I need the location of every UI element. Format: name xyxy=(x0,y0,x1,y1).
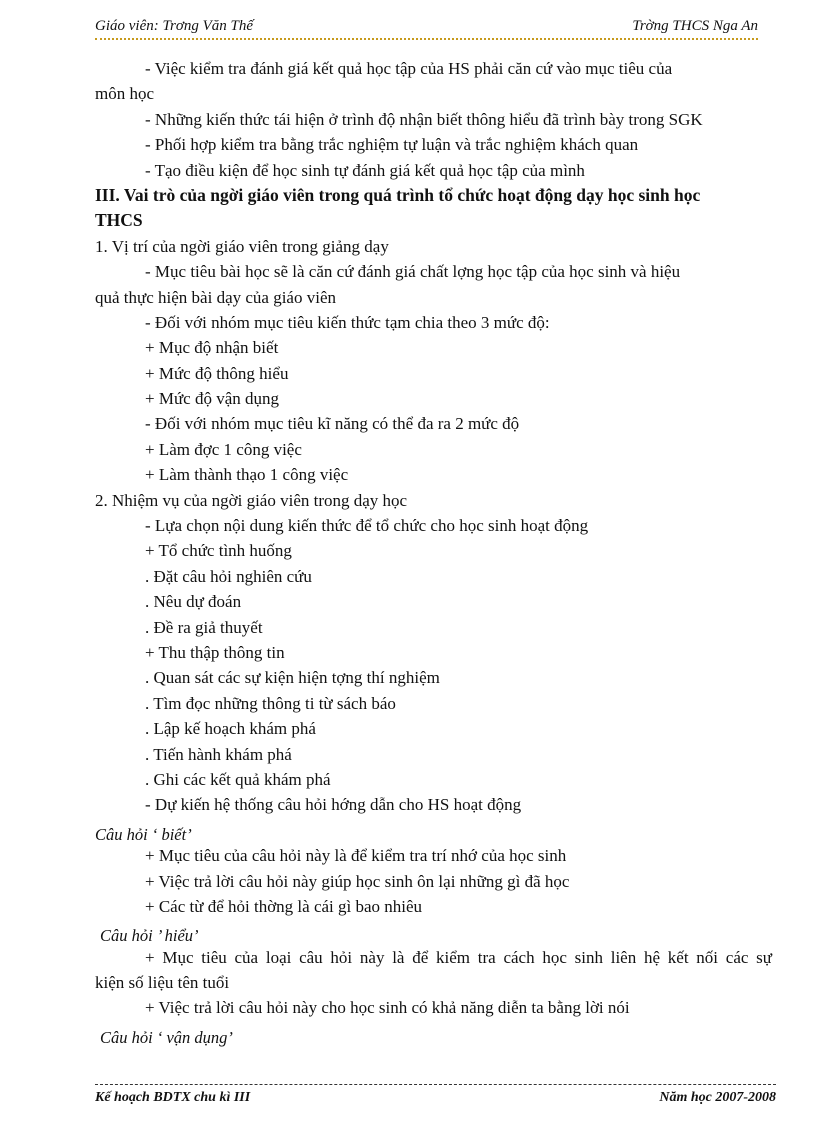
text-line: quả thực hiện bài dạy của giáo viên xyxy=(95,287,336,307)
page-footer xyxy=(95,1090,776,1106)
text-line: kiện số liệu tên tuổi xyxy=(95,973,230,993)
list-item: . Đặt câu hỏi nghiên cứu xyxy=(145,566,312,586)
footer-divider xyxy=(95,1084,776,1085)
text-line: - Mục tiêu bài học sẽ là căn cứ đánh giá chất lợng học tập của học sinh và hiệu xyxy=(145,262,681,282)
list-item: + Làm thành thạo 1 công việc xyxy=(145,465,349,485)
list-item: + Thu thập thông tin xyxy=(145,642,285,662)
text-line: môn học xyxy=(95,84,155,104)
page-header xyxy=(95,16,758,38)
list-item: + Mục tiêu của loại câu hỏi này là để kiểm tra cách học sinh liên hệ kết nối các sự xyxy=(145,947,772,967)
footer-year: Năm học 2007-2008 xyxy=(659,1090,776,1105)
list-item: . Quan sát các sự kiện hiện tợng thí nghiệm xyxy=(145,668,440,688)
list-item: + Việc trả lời câu hỏi này cho học sinh có khả năng diễn ta bằng lời nói xyxy=(145,998,630,1018)
text-line: - Lựa chọn nội dung kiến thức để tổ chức cho học sinh hoạt động xyxy=(145,516,589,536)
subsection-heading: 1. Vị trí của ngời giáo viên trong giảng dạy xyxy=(95,236,389,256)
list-item: . Ghi các kết quả khám phá xyxy=(145,769,331,789)
text-line: - Tạo điều kiện để học sinh tự đánh giá kết quả học tập của mình xyxy=(145,160,585,180)
header-school: Trờng THCS Nga An xyxy=(632,18,758,34)
section-heading: THCS xyxy=(95,210,143,231)
section-heading: III. Vai trò của ngời giáo viên trong quá trình tổ chức hoạt động dạy học sinh học xyxy=(95,184,701,205)
list-item: . Lập kế hoạch khám phá xyxy=(145,719,316,739)
text-line: - Phối hợp kiểm tra bằng trắc nghiệm tự luận và trắc nghiệm khách quan xyxy=(145,135,639,155)
question-type-heading: Câu hỏi ‘ biết’ xyxy=(95,824,192,844)
text-line: - Đối với nhóm mục tiêu kĩ năng có thể đa ra 2 mức độ xyxy=(145,414,520,434)
text-line: - Việc kiểm tra đánh giá kết quả học tập của HS phải căn cứ vào mục tiêu của xyxy=(145,59,673,78)
list-item: . Đề ra giả thuyết xyxy=(145,617,263,637)
header-teacher: Giáo viên: Trơng Văn Thế xyxy=(95,18,253,34)
list-item: + Việc trả lời câu hỏi này giúp học sinh ôn lại những gì đã học xyxy=(145,871,570,891)
question-type-heading: Câu hỏi ‘ vận dụng’ xyxy=(100,1027,233,1047)
question-type-heading: Câu hỏi ’ hiểu’ xyxy=(100,926,199,946)
footer-plan: Kế hoạch BDTX chu kì III xyxy=(95,1090,251,1105)
list-item: + Tổ chức tình huống xyxy=(145,541,292,561)
list-item: + Các từ để hỏi thờng là cái gì bao nhiêu xyxy=(145,896,423,916)
list-item: + Làm đợc 1 công việc xyxy=(145,439,302,459)
list-item: + Mục tiêu của câu hỏi này là để kiểm tra trí nhớ của học sinh xyxy=(145,846,567,866)
text-line: - Dự kiến hệ thống câu hỏi hớng dẫn cho HS hoạt động xyxy=(145,795,522,815)
document-body xyxy=(95,56,772,1046)
list-item: . Tìm đọc những thông ti từ sách báo xyxy=(145,693,396,713)
list-item: + Mức độ thông hiểu xyxy=(145,363,289,383)
list-item: + Mức độ vận dụng xyxy=(145,389,280,409)
list-item: . Nêu dự đoán xyxy=(145,592,242,612)
header-divider xyxy=(95,38,758,40)
list-item: + Mục độ nhận biết xyxy=(145,338,279,358)
text-line: - Những kiến thức tái hiện ở trình độ nhận biết thông hiểu đã trình bày trong SGK xyxy=(145,109,703,129)
list-item: . Tiến hành khám phá xyxy=(145,744,292,764)
text-line: - Đối với nhóm mục tiêu kiến thức tạm chia theo 3 mức độ: xyxy=(145,312,550,332)
subsection-heading: 2. Nhiệm vụ của ngời giáo viên trong dạy học xyxy=(95,490,408,510)
